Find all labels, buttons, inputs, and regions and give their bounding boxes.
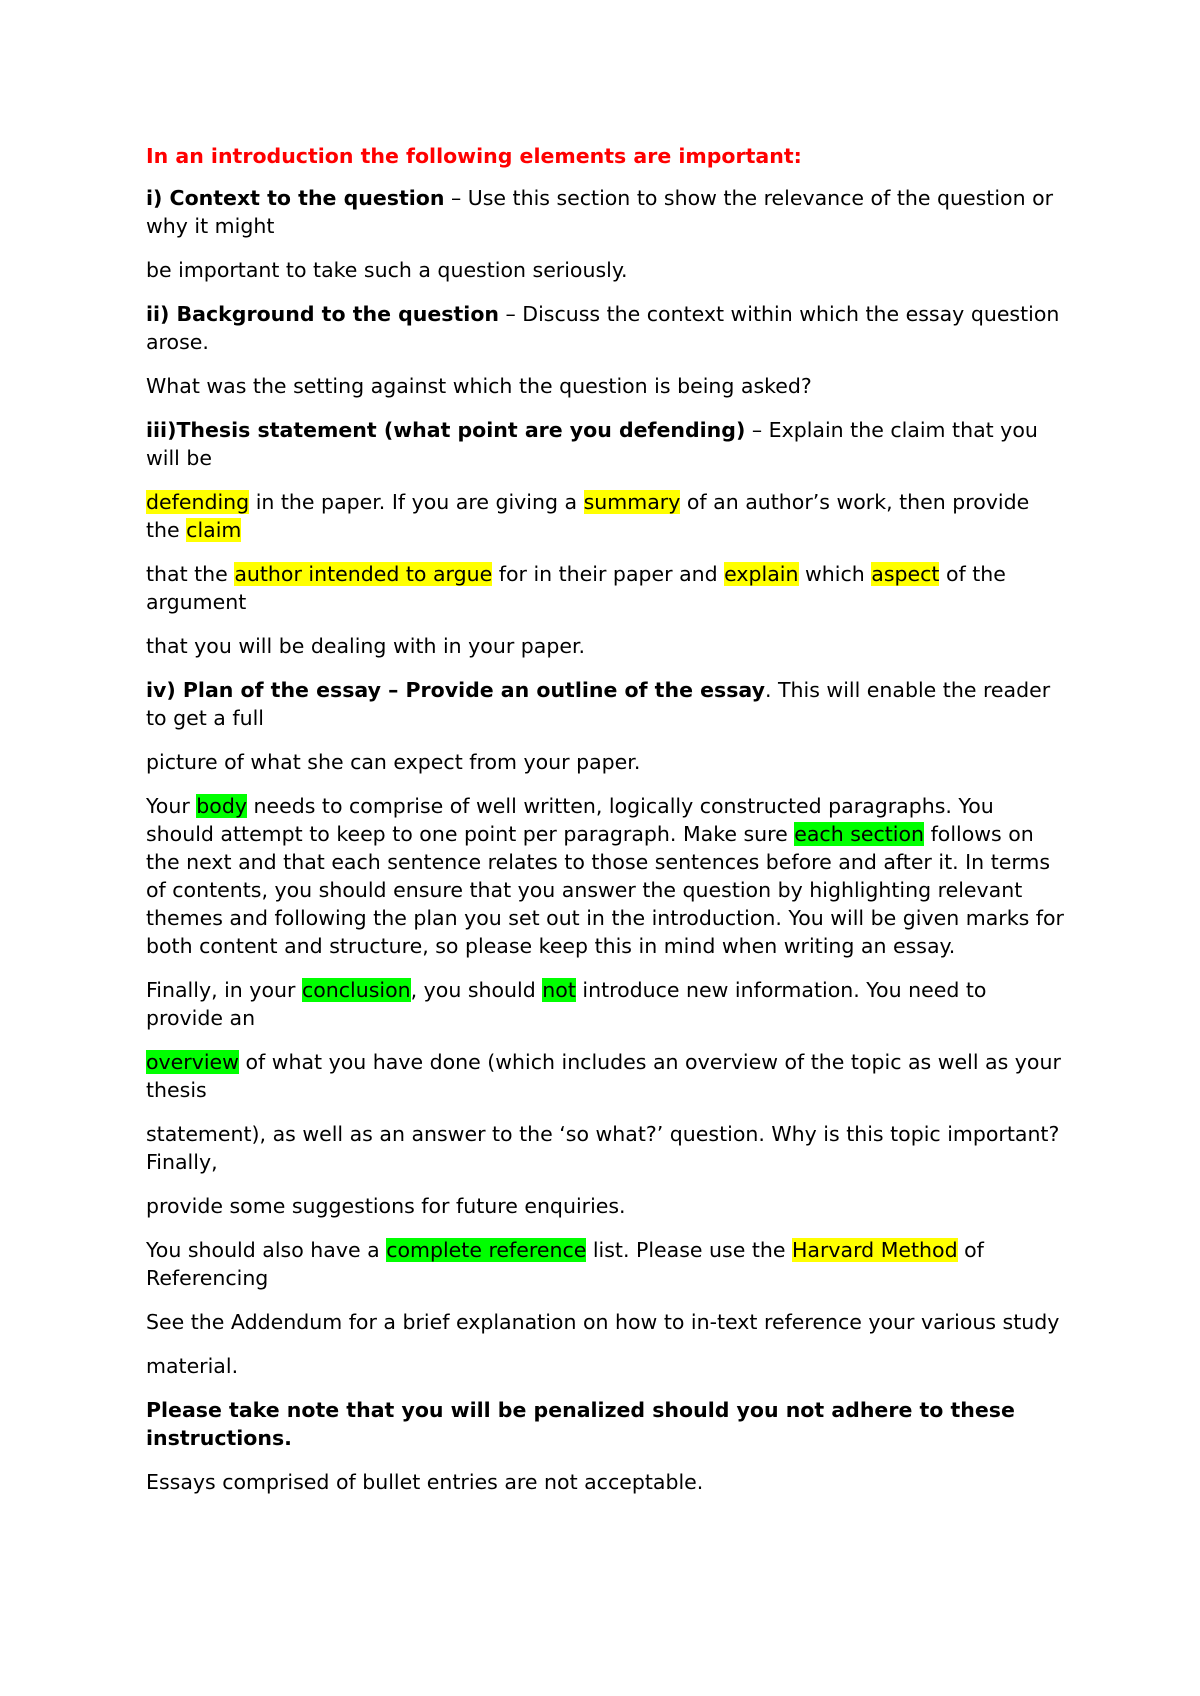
paragraph-background-cont: What was the setting against which the question is being asked? [146, 374, 812, 398]
document-body [146, 142, 1066, 1512]
thesis-line3-text-2: for in their paper and [492, 562, 725, 586]
body-text-2: needs to comprise of well written, logically constructed paragraphs. You should attempt to keep to one point per paragraph. Make sure [146, 794, 994, 846]
conclusion-line2-text: of what you have done (which includes an overview of the topic as well as your thesis [146, 1050, 1061, 1102]
paragraph-background [146, 300, 1066, 356]
body-text-3: follows on the next and that each sentence relates to those sentences before and after it. In terms of contents, you should ensure that you answer the question by highlighting relevant themes and following the plan you set out in the introduction. You will be given marks for both content and structure, so please keep this in mind when writing an essay. [146, 822, 1064, 958]
highlight-author-intended: author intended to argue [234, 562, 493, 586]
thesis-line3-text-1: that the [146, 562, 235, 586]
thesis-line3-text-4: of the argument [146, 562, 1006, 614]
thesis-text: – Explain the claim that you will be [146, 418, 1038, 470]
bullets-note: Essays comprised of bullet entries are not acceptable. [146, 1470, 704, 1494]
context-text: – Use this section to show the relevance of the question or why it might [146, 186, 1054, 238]
paragraph-reference [146, 1236, 1066, 1292]
thesis-line2-text-1: in the paper. If you are giving a [249, 490, 584, 514]
highlight-explain: explain [724, 562, 799, 586]
highlight-summary: summary [583, 490, 681, 514]
paragraph-thesis-line3 [146, 560, 1066, 616]
page-heading: In an introduction the following elements are important: [146, 144, 802, 168]
context-label: i) Context to the question [146, 186, 445, 210]
thesis-label: iii)Thesis statement (what point are you defending) [146, 418, 746, 442]
highlight-aspect: aspect [871, 562, 940, 586]
paragraph-context [146, 184, 1066, 240]
paragraph-thesis-line2 [146, 488, 1066, 544]
reference-text-3: of Referencing [146, 1238, 984, 1290]
highlight-claim: claim [186, 518, 242, 542]
paragraph-body [146, 792, 1066, 960]
background-text: – Discuss the context within which the essay question arose. [146, 302, 1060, 354]
paragraph-plan [146, 676, 1066, 732]
highlight-defending: defending [146, 490, 250, 514]
paragraph-plan-cont: picture of what she can expect from your paper. [146, 750, 641, 774]
warning-note: Please take note that you will be penalized should you not adhere to these instructions. [146, 1398, 1015, 1450]
paragraph-thesis [146, 416, 1066, 472]
paragraph-context-cont: be important to take such a question seriously. [146, 258, 628, 282]
highlight-body: body [196, 794, 247, 818]
paragraph-conclusion-line4: provide some suggestions for future enquiries. [146, 1194, 626, 1218]
paragraph-addendum-cont: material. [146, 1354, 239, 1378]
background-label: ii) Background to the question [146, 302, 500, 326]
paragraph-thesis-cont: that you will be dealing with in your paper. [146, 634, 586, 658]
thesis-line2-text-2: of an author’s work, then provide the [146, 490, 1030, 542]
reference-text-1: You should also have a [146, 1238, 387, 1262]
body-text-1: Your [146, 794, 197, 818]
paragraph-conclusion-line3: statement), as well as an answer to the ‘so what?’ question. Why is this topic important? Finally, [146, 1122, 1060, 1174]
highlight-not: not [542, 978, 576, 1002]
conclusion-text-1: Finally, in your [146, 978, 302, 1002]
highlight-each-section: each section [794, 822, 925, 846]
highlight-harvard-method: Harvard Method [792, 1238, 958, 1262]
paragraph-conclusion-line2 [146, 1048, 1066, 1104]
conclusion-text-3: introduce new information. You need to provide an [146, 978, 987, 1030]
plan-text: . This will enable the reader to get a full [146, 678, 1051, 730]
highlight-conclusion: conclusion [301, 978, 411, 1002]
highlight-complete-reference: complete reference [386, 1238, 587, 1262]
reference-text-2: list. Please use the [586, 1238, 793, 1262]
paragraph-addendum: See the Addendum for a brief explanation on how to in-text reference your various study [146, 1310, 1060, 1334]
paragraph-conclusion [146, 976, 1066, 1032]
conclusion-text-2: , you should [410, 978, 543, 1002]
plan-label: iv) Plan of the essay – Provide an outline of the essay [146, 678, 765, 702]
highlight-overview: overview [146, 1050, 239, 1074]
thesis-line3-text-3: which [798, 562, 872, 586]
